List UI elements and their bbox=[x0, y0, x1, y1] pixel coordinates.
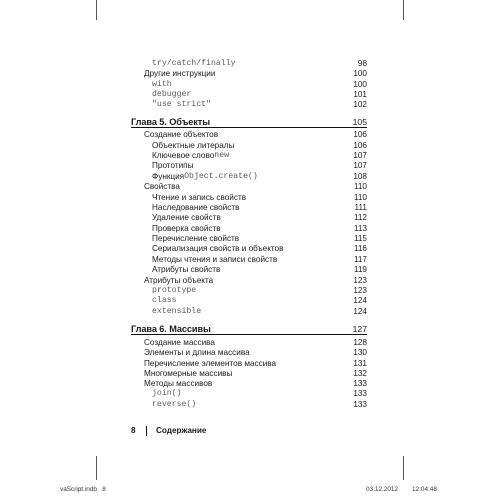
toc-page-number: 100 bbox=[353, 80, 367, 89]
toc-entry-row bbox=[0, 100, 500, 110]
toc-entry-title: Другие инструкции bbox=[144, 69, 216, 78]
toc-entry-title: Многомерные массивы bbox=[144, 369, 233, 378]
toc-entry-title: Ключевое слово bbox=[152, 151, 215, 160]
toc-entry-row bbox=[0, 369, 500, 379]
toc-entry-title: try/catch/finally bbox=[152, 59, 236, 68]
toc-entry-row bbox=[0, 69, 500, 79]
toc-page-number: 131 bbox=[353, 359, 367, 368]
toc-page-number: 124 bbox=[353, 296, 367, 305]
toc-entry-title: class bbox=[152, 296, 177, 305]
toc-entry-title: Методы массивов bbox=[144, 379, 213, 388]
toc-entry-row bbox=[0, 286, 500, 296]
toc-entry-title: debugger bbox=[152, 90, 192, 99]
toc-page-number: 127 bbox=[352, 324, 367, 334]
toc-entry-row bbox=[0, 348, 500, 358]
toc-entry-row bbox=[0, 389, 500, 399]
toc-entry-code: new bbox=[214, 151, 230, 160]
toc-entry-title: Создание объектов bbox=[144, 130, 219, 139]
toc-entry-title: Удаление свойств bbox=[152, 213, 221, 222]
footer-separator bbox=[146, 426, 147, 436]
chapter-divider bbox=[131, 334, 367, 335]
toc-page-number: 117 bbox=[353, 255, 367, 264]
toc-entry-title: prototype bbox=[152, 286, 197, 295]
toc-page-number: 113 bbox=[353, 224, 367, 233]
toc-page-number: 98 bbox=[357, 59, 367, 68]
crop-mark-bottom-right bbox=[403, 456, 404, 480]
toc-entry-title: Объектные литералы bbox=[152, 141, 235, 150]
toc-entry-title: Прототипы bbox=[152, 161, 194, 170]
toc-page-number: 111 bbox=[354, 203, 367, 212]
toc-entry-row bbox=[0, 255, 500, 265]
toc-entry-title: Функция bbox=[152, 172, 185, 181]
toc-page-number: 100 bbox=[353, 69, 367, 78]
slug-file: vaScript.indb 8 bbox=[60, 486, 106, 493]
toc-entry-title: reverse() bbox=[152, 400, 197, 409]
toc-entry-title: Создание массива bbox=[144, 338, 215, 347]
toc-page-number: 133 bbox=[353, 389, 367, 398]
chapter-divider bbox=[131, 127, 367, 128]
toc-page-number: 123 bbox=[353, 276, 367, 285]
toc-chapter-title: Глава 5. Объекты bbox=[131, 117, 210, 127]
footer-page-number: 8 bbox=[131, 426, 136, 435]
toc-entry-row bbox=[0, 400, 500, 410]
toc-entry-row bbox=[0, 172, 500, 182]
toc-page-number: 123 bbox=[353, 286, 367, 295]
toc-entry-title: Свойства bbox=[144, 182, 180, 191]
toc-page-number: 119 bbox=[353, 265, 367, 274]
toc-entry-row bbox=[0, 203, 500, 213]
toc-page-number: 116 bbox=[353, 244, 367, 253]
toc-chapter-row bbox=[0, 324, 500, 334]
toc-page-number: 133 bbox=[353, 379, 367, 388]
toc-entry-row bbox=[0, 182, 500, 192]
toc-entry-title: Атрибуты свойств bbox=[152, 265, 221, 274]
toc-entry-row bbox=[0, 234, 500, 244]
toc-page-number: 107 bbox=[353, 161, 367, 170]
toc-page-number: 128 bbox=[353, 338, 367, 347]
toc-entry-title: Чтение и запись свойств bbox=[152, 193, 247, 202]
toc-entry-row bbox=[0, 141, 500, 151]
toc-entry-title: Сериализация свойств и объектов bbox=[152, 244, 284, 253]
toc-chapter-row bbox=[0, 117, 500, 127]
toc-entry-row bbox=[0, 338, 500, 348]
slug-time: 12:04:48 bbox=[412, 486, 437, 493]
toc-page-number: 115 bbox=[353, 234, 367, 243]
toc-entry-row bbox=[0, 80, 500, 90]
toc-entry-title: Атрибуты объекта bbox=[144, 276, 214, 285]
toc-entry-title: Элементы и длина массива bbox=[144, 348, 250, 357]
toc-entry-row bbox=[0, 213, 500, 223]
footer-section-title: Содержание bbox=[156, 426, 207, 435]
toc-page-number: 133 bbox=[353, 400, 367, 409]
toc-entry-title: with bbox=[152, 80, 172, 89]
toc-entry-title: Наследование свойств bbox=[152, 203, 240, 212]
toc-page-number: 124 bbox=[353, 307, 367, 316]
toc-entry-row bbox=[0, 161, 500, 171]
toc-page-number: 110 bbox=[353, 193, 367, 202]
toc-page-number: 101 bbox=[353, 90, 367, 99]
toc-page-number: 130 bbox=[353, 348, 367, 357]
toc-page-number: 106 bbox=[353, 130, 367, 139]
toc-entry-row bbox=[0, 307, 500, 317]
toc-entry-row bbox=[0, 193, 500, 203]
toc-entry-code: Object.create() bbox=[184, 172, 258, 181]
toc-page-number: 106 bbox=[353, 141, 367, 150]
toc-entry-title: extensible bbox=[152, 307, 202, 316]
toc-page-number: 110 bbox=[353, 182, 367, 191]
toc-entry-title: Проверка свойств bbox=[152, 224, 221, 233]
toc-entry-row bbox=[0, 379, 500, 389]
slug-date: 03.12.2012 bbox=[366, 486, 398, 493]
toc-entry-row bbox=[0, 296, 500, 306]
toc-entry-title: Перечисление элементов массива bbox=[144, 359, 277, 368]
toc-entry-row bbox=[0, 130, 500, 140]
toc-entry-row bbox=[0, 90, 500, 100]
toc-page-number: 102 bbox=[353, 100, 367, 109]
toc-entry-title: join() bbox=[152, 389, 182, 398]
toc-entry-title: Методы чтения и записи свойств bbox=[152, 255, 278, 264]
toc-page-number: 112 bbox=[353, 213, 367, 222]
toc-page-number: 132 bbox=[353, 369, 367, 378]
toc-entry-title: Перечисление свойств bbox=[152, 234, 240, 243]
toc-entry-row bbox=[0, 265, 500, 275]
toc-entry-row bbox=[0, 244, 500, 254]
crop-mark-bottom-left bbox=[96, 456, 97, 480]
toc-page-number: 108 bbox=[353, 172, 367, 181]
toc-entry-row bbox=[0, 151, 500, 161]
toc-chapter-title: Глава 6. Массивы bbox=[131, 324, 211, 334]
toc-entry-row bbox=[0, 59, 500, 69]
toc-page-number: 105 bbox=[352, 117, 367, 127]
toc-entry-title: "use strict" bbox=[152, 100, 211, 109]
toc-entry-row bbox=[0, 224, 500, 234]
toc-entry-row bbox=[0, 359, 500, 369]
toc-page-number: 107 bbox=[353, 151, 367, 160]
toc-entry-row bbox=[0, 276, 500, 286]
